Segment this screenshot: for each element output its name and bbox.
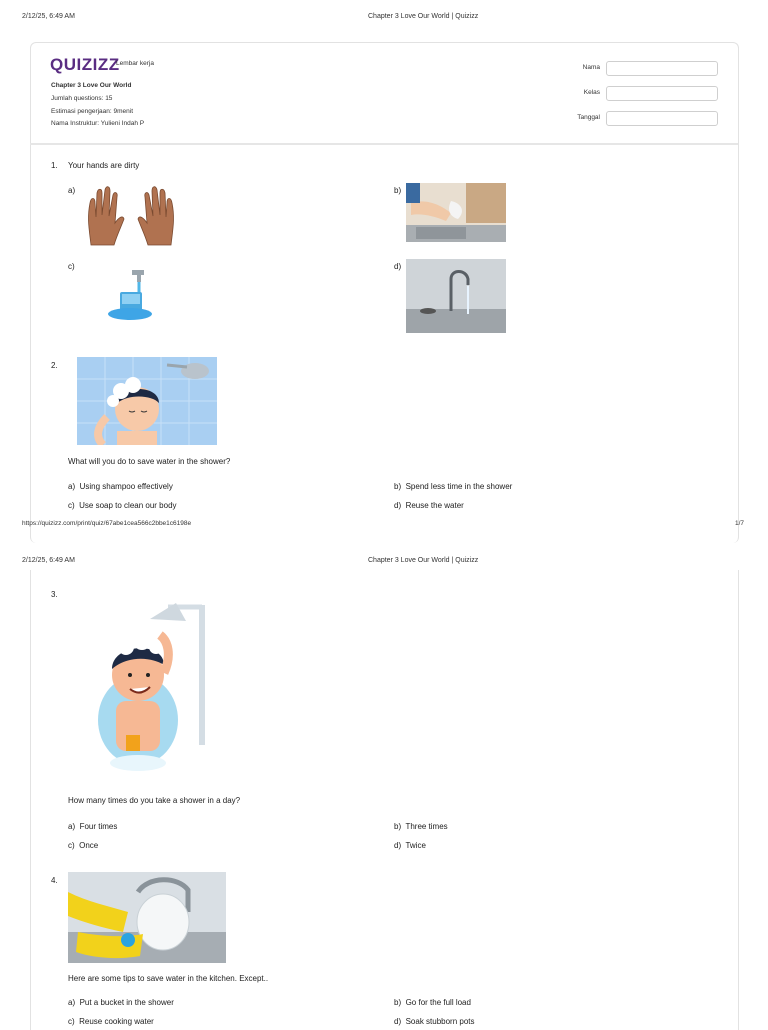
boy-shower-image [77,357,217,445]
man-shower-image [68,585,223,782]
quizizz-logo: QUIZIZZ [50,55,120,74]
page-number: 1/7 [735,520,745,527]
option-b: b) Three times [394,822,448,831]
field-label-tanggal: Tanggal [577,114,600,121]
question-number: 1. [51,161,58,170]
quiz-title: Chapter 3 Love Our World [51,82,132,89]
field-label-kelas: Kelas [583,89,600,96]
field-label-nama: Nama [582,64,600,71]
nama-field[interactable] [606,61,718,76]
dishwashing-image [68,872,226,963]
print-timestamp: 2/12/25, 6:49 AM [22,13,75,20]
print-doc-title: Chapter 3 Love Our World | Quizizz [368,13,479,20]
header-divider [30,143,738,145]
question-number: 4. [51,876,58,885]
option-c: c) Use soap to clean our body [68,501,177,510]
print-url: https://quizizz.com/print/quiz/67abe1cea566c2bbe1c6198e [22,520,192,527]
option-c: c) Once [68,841,99,850]
water-tap-spill-image [104,268,154,323]
instructor-name: Nama Instruktur: Yulieni Indah P [51,120,145,127]
question-text: Your hands are dirty [68,161,140,170]
option-letter: d) [394,262,402,271]
print-doc-title: Chapter 3 Love Our World | Quizizz [368,557,479,564]
question-number: 3. [51,590,58,599]
option-b: b) Go for the full load [394,998,471,1007]
question-text: Here are some tips to save water in the kitchen. Except.. [68,974,269,983]
option-a: a) Four times [68,822,118,831]
dirty-hands-image [81,183,181,250]
option-a: a) Using shampoo effectively [68,482,173,491]
option-d: d) Soak stubborn pots [394,1017,475,1026]
question-count: Jumlah questions: 15 [51,95,113,102]
worksheet-label: Lembar kerja [116,60,154,67]
option-b: b) Spend less time in the shower [394,482,513,491]
question-text: How many times do you take a shower in a day? [68,796,241,805]
washing-hands-sink-image [406,183,506,242]
estimated-duration: Estimasi pengerjaan: 9menit [51,108,134,115]
option-letter: b) [394,186,402,195]
question-text: What will you do to save water in the shower? [68,457,231,466]
option-letter: a) [68,186,76,195]
option-a: a) Put a bucket in the shower [68,998,174,1007]
option-c: c) Reuse cooking water [68,1017,154,1026]
kitchen-faucet-image [406,259,506,333]
option-d: d) Twice [394,841,426,850]
question-number: 2. [51,361,58,370]
tanggal-field[interactable] [606,111,718,126]
option-letter: c) [68,262,75,271]
print-timestamp: 2/12/25, 6:49 AM [22,557,75,564]
option-d: d) Reuse the water [394,501,464,510]
kelas-field[interactable] [606,86,718,101]
